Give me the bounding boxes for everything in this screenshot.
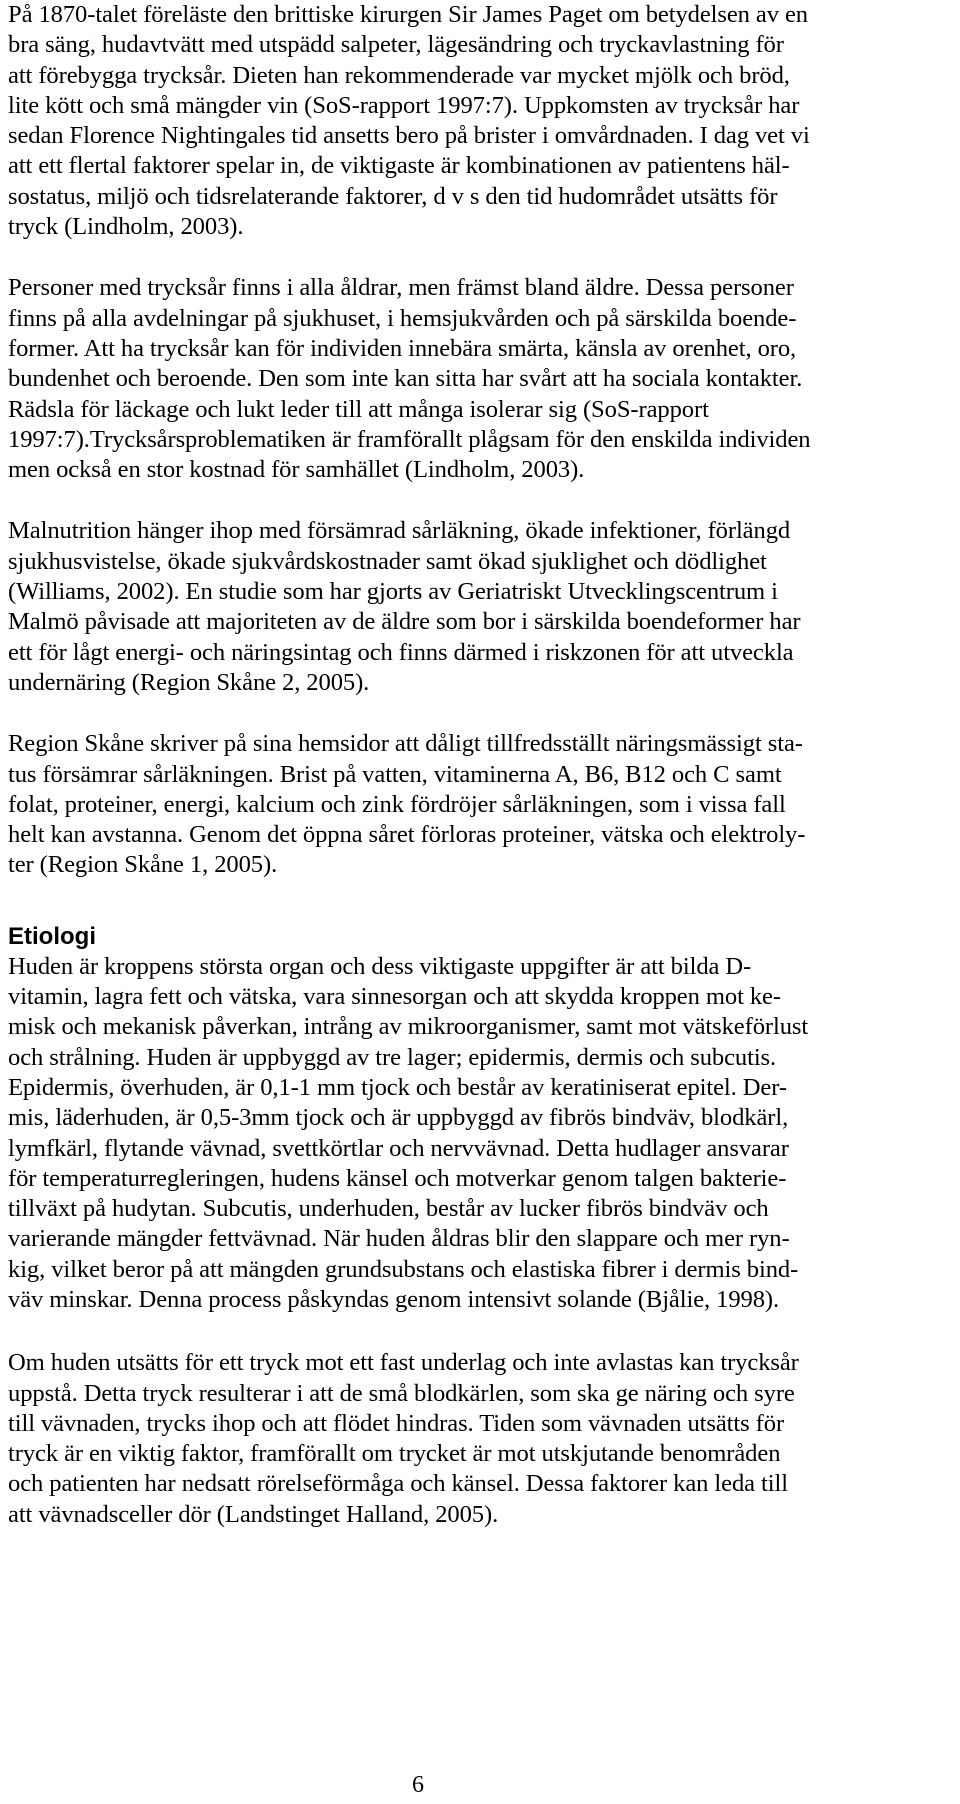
paragraph-history: På 1870-talet föreläste den brittiske kirurgen Sir James Paget om betydelsen av en bra säng, hudavtvätt med utspädd salpeter, lägesändring och tryckavlastning för att förebygga trycksår. Dieten han rekommenderade var mycket mjölk och bröd, lite kött och små mängder vin (SoS-rapport 1997:7). Uppkomsten av trycksår har sedan Florence Nightingales tid ansetts bero på brister i omvårdnaden. I dag vet vi att ett flertal faktorer spelar in, de viktigaste är kombinationen av patientens häl- sostatus, miljö och tidsrelaterande faktorer, d v s den tid hudområdet utsätts för tryck (Lindholm, 2003). — [8, 1, 810, 241]
document-body — [8, 0, 948, 1530]
paragraph-spacer — [8, 698, 948, 729]
paragraph-pressure-mechanism: Om huden utsätts för ett tryck mot ett fast underlag och inte avlastas kan trycksår uppstå. Detta tryck resulterar i att de små blodkärlen, som ska ge näring och syre till vävnaden, trycks ihop och att flödet hindras. Tiden som vävnaden utsätts för tryck är en viktig faktor, framförallt om trycket är mot utskjutande benområden och patienten har nedsatt rörelseförmåga och känsel. Dessa faktorer kan leda till att vävnadsceller dör (Landstinget Halland, 2005). — [8, 1349, 799, 1528]
paragraph-prevalence: Personer med trycksår finns i alla åldrar, men främst bland äldre. Dessa personer finns på alla avdelningar på sjukhuset, i hemsjukvården och på särskilda boende- former. Att ha trycksår kan för individen innebära smärta, känsla av orenhet, oro, bundenhet och beroende. Den som inte kan sitta har svårt att ha sociala kontakter. Rädsla för läckage och lukt leder till att många isolerar sig (SoS-rapport 1997:7).Trycksårsproblematiken är framförallt plågsam för den enskilda individen men också en stor kostnad för samhället (Lindholm, 2003). — [8, 274, 811, 484]
paragraph-nutrition-status: Region Skåne skriver på sina hemsidor att dåligt tillfredsställt näringsmässigt sta- tus försämrar sårläkningen. Brist på vatten, vitaminerna A, B6, B12 och C samt folat, proteiner, energi, kalcium och zink fördröjer sårläkningen, som i vissa fall helt kan avstanna. Genom det öppna såret förloras proteiner, vätska och elektroly- ter (Region Skåne 1, 2005). — [8, 730, 806, 879]
paragraph-malnutrition: Malnutrition hänger ihop med försämrad sårläkning, ökade infektioner, förlängd sjukhusvistelse, ökade sjukvårdskostnader samt ökad sjuklighet och dödlighet (Williams, 2002). En studie som har gjorts av Geriatriskt Utvecklingscentrum i Malmö påvisade att majoriteten av de äldre som bor i särskilda boendeformer har ett för lågt energi- och näringsintag och finns därmed i riskzonen för att utveckla undernäring (Region Skåne 2, 2005). — [8, 517, 801, 696]
section-heading-etiologi: Etiologi — [8, 922, 96, 950]
paragraph-skin-anatomy: Huden är kroppens största organ och dess viktigaste uppgifter är att bilda D- vitamin, lagra fett och vätska, vara sinnesorgan och att skydda kroppen mot ke- misk och mekanisk påverkan, intrång av mikroorganismer, samt mot vätskeförlust och strålning. Huden är uppbyggd av tre lager; epidermis, dermis och subcutis. Epidermis, överhuden, är 0,1-1 mm tjock och består av keratiniserat epitel. Der- mis, läderhuden, är 0,5-3mm tjock och är uppbyggd av fibrös bindväv, blodkärl, lymfkärl, flytande vävnad, svettkörtlar och nervvävnad. Detta hudlager ansvarar för temperaturregleringen, hudens känsel och motverkar genom talgen bakterie- tillväxt på hudytan. Subcutis, underhuden, består av lucker fibrös bindväv och varierande mängder fettvävnad. När huden åldras blir den slappare och mer ryn- kig, vilket beror på att mängden grundsubstans och elastiska fibrer i dermis bind- väv minskar. Denna process påskyndas genom intensivt solande (Bjålie, 1998). — [8, 952, 809, 1313]
paragraph-spacer — [8, 242, 948, 273]
page-number: 6 — [412, 1772, 424, 1798]
section-spacer — [8, 881, 948, 922]
paragraph-spacer — [8, 1315, 948, 1348]
paragraph-spacer — [8, 485, 948, 516]
